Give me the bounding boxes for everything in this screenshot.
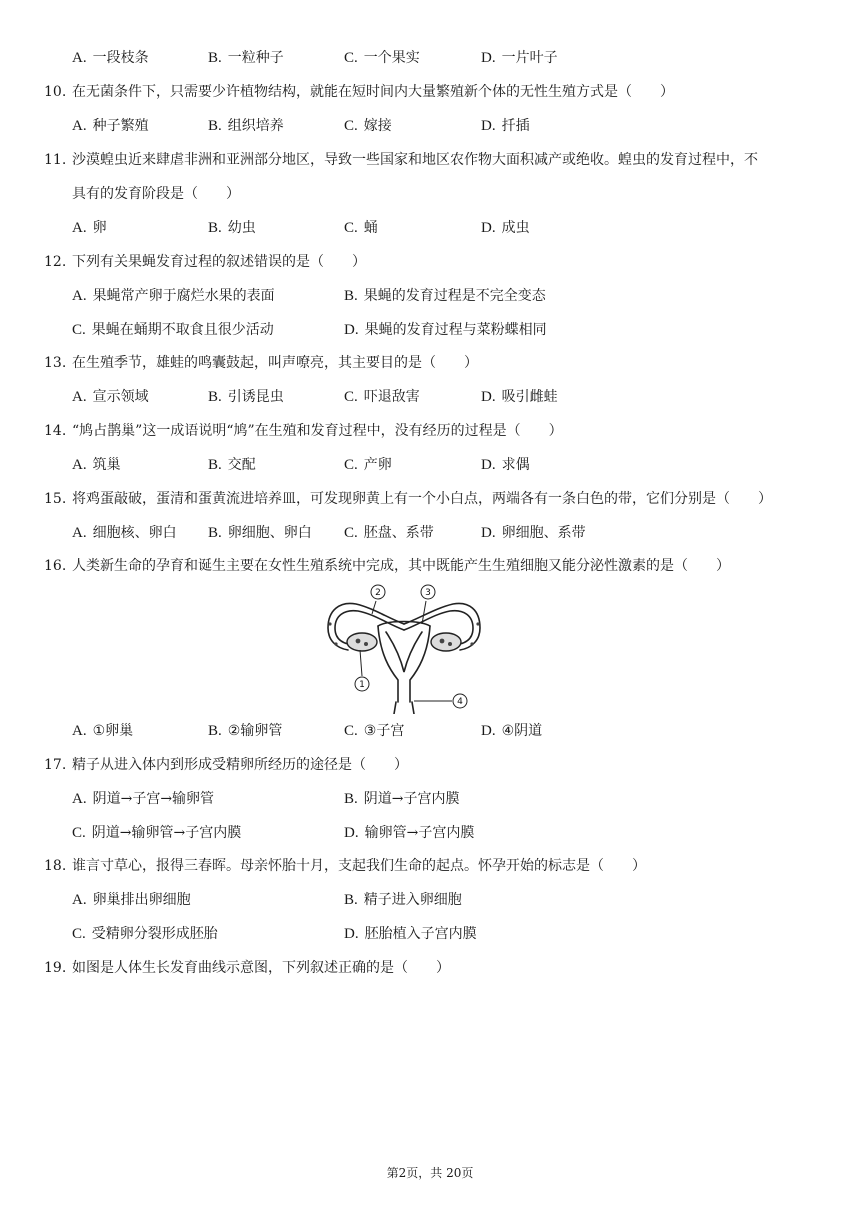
- q16-option-c: C. ③子宫: [344, 723, 405, 739]
- q16-option-b: B. ②输卵管: [208, 723, 283, 739]
- right-fimbria-dot: [470, 642, 473, 645]
- vagina-walls: [394, 702, 414, 714]
- q13-option-c: C. 吓退敌害: [344, 389, 420, 405]
- q9-option-b: B. 一粒种子: [208, 50, 284, 66]
- q10-option-c: C. 嫁接: [344, 118, 392, 134]
- left-fimbria-dot: [334, 642, 337, 645]
- q11-stem-line-2: 具有的发育阶段是（ ）: [72, 186, 240, 202]
- q15-option-b: B. 卵细胞、卵白: [208, 525, 312, 541]
- q17-option-b: B. 阴道→子宫内膜: [344, 791, 460, 807]
- right-follicle-1: [440, 639, 445, 644]
- label-2-leader: [372, 601, 376, 614]
- q16-stem: 人类新生命的孕育和诞生主要在女性生殖系统中完成，其中既能产生生殖细胞又能分泌性激素的是（ ）: [72, 558, 730, 574]
- q11-option-b: B. 幼虫: [208, 220, 256, 236]
- q17-stem: 精子从进入体内到形成受精卵所经历的途径是（ ）: [72, 757, 408, 773]
- q13-stem: 在生殖季节，雄蛙的鸣囊鼓起，叫声嘹亮，其主要目的是（ ）: [72, 355, 478, 371]
- q13-option-d: D. 吸引雌蛙: [481, 389, 558, 405]
- q11-stem-line-1: 沙漠蝗虫近来肆虐非洲和亚洲部分地区，导致一些国家和地区农作物大面积减产或绝收。蝗虫的发育过程中，不: [72, 152, 758, 168]
- left-ovary: [347, 633, 377, 651]
- q11-option-d: D. 成虫: [481, 220, 530, 236]
- q14-stem: “鸠占鹊巢”这一成语说明“鸠”在生殖和发育过程中，没有经历的过程是（ ）: [72, 423, 563, 439]
- q15-option-c: C. 胚盘、系带: [344, 525, 434, 541]
- q13-option-a: A. 宣示领域: [72, 389, 149, 405]
- q18-stem: 谁言寸草心，报得三春晖。母亲怀胎十月，支起我们生命的起点。怀孕开始的标志是（ ）: [72, 858, 646, 874]
- right-follicle-2: [448, 642, 452, 646]
- q9-option-d: D. 一片叶子: [481, 50, 558, 66]
- q9-option-a: A. 一段枝条: [72, 50, 149, 66]
- left-follicle-1: [356, 639, 361, 644]
- q17-option-a: A. 阴道→子宫→输卵管: [72, 791, 215, 807]
- uterus-right-wall: [410, 626, 430, 702]
- q12-option-b: B. 果蝇的发育过程是不完全变态: [344, 288, 546, 304]
- q14-option-a: A. 筑巢: [72, 457, 121, 473]
- label-1-leader: [360, 650, 362, 676]
- q10-number: 10.: [44, 84, 67, 100]
- label-1-text: 1: [359, 680, 365, 690]
- q14-option-b: B. 交配: [208, 457, 256, 473]
- q14-option-c: C. 产卵: [344, 457, 392, 473]
- q16-number: 16.: [44, 558, 67, 574]
- q11-option-c: C. 蛹: [344, 220, 378, 236]
- q12-number: 12.: [44, 254, 67, 270]
- q13-option-b: B. 引诱昆虫: [208, 389, 284, 405]
- female-reproductive-system-diagram: [318, 584, 490, 714]
- q18-option-c: C. 受精卵分裂形成胚胎: [72, 926, 218, 942]
- q19-number: 19.: [44, 960, 67, 976]
- q12-option-d: D. 果蝇的发育过程与菜粉蝶相同: [344, 322, 547, 338]
- q12-option-a: A. 果蝇常产卵于腐烂水果的表面: [72, 288, 275, 304]
- uterus-illustration: [318, 584, 490, 714]
- q14-number: 14.: [44, 423, 67, 439]
- q18-option-b: B. 精子进入卵细胞: [344, 892, 462, 908]
- q18-option-d: D. 胚胎植入子宫内膜: [344, 926, 477, 942]
- q9-option-c: C. 一个果实: [344, 50, 420, 66]
- right-ovary: [431, 633, 461, 651]
- uterine-cavity: [386, 632, 422, 672]
- q11-number: 11.: [44, 152, 67, 168]
- q17-option-d: D. 输卵管→子宫内膜: [344, 825, 475, 841]
- q17-option-c: C. 阴道→输卵管→子宫内膜: [72, 825, 242, 841]
- q10-option-d: D. 扦插: [481, 118, 530, 134]
- q15-stem: 将鸡蛋敲破，蛋清和蛋黄流进培养皿，可发现卵黄上有一个小白点，两端各有一条白色的带，它们分别是（ ）: [72, 491, 772, 507]
- q18-number: 18.: [44, 858, 67, 874]
- q14-option-d: D. 求偶: [481, 457, 530, 473]
- q19-stem: 如图是人体生长发育曲线示意图，下列叙述正确的是（ ）: [72, 960, 450, 976]
- q10-option-a: A. 种子繁殖: [72, 118, 149, 134]
- right-fimbria-dot: [476, 622, 479, 625]
- q12-option-c: C. 果蝇在蛹期不取食且很少活动: [72, 322, 274, 338]
- q13-number: 13.: [44, 355, 67, 371]
- q18-option-a: A. 卵巢排出卵细胞: [72, 892, 191, 908]
- q10-stem: 在无菌条件下，只需要少许植物结构，就能在短时间内大量繁殖新个体的无性生殖方式是（ ）: [72, 84, 674, 100]
- label-2-text: 2: [375, 588, 381, 598]
- left-fimbria-dot: [328, 622, 331, 625]
- label-3-text: 3: [425, 588, 431, 598]
- q16-option-a: A. ①卵巢: [72, 723, 134, 739]
- q11-option-a: A. 卵: [72, 220, 107, 236]
- q17-number: 17.: [44, 757, 67, 773]
- q16-option-d: D. ④阴道: [481, 723, 543, 739]
- q15-option-d: D. 卵细胞、系带: [481, 525, 586, 541]
- uterus-left-wall: [378, 626, 398, 702]
- q12-stem: 下列有关果蝇发育过程的叙述错误的是（ ）: [72, 254, 366, 270]
- q15-option-a: A. 细胞核、卵白: [72, 525, 177, 541]
- q15-number: 15.: [44, 491, 67, 507]
- label-4-text: 4: [457, 697, 463, 707]
- q10-option-b: B. 组织培养: [208, 118, 284, 134]
- left-follicle-2: [364, 642, 368, 646]
- page-number-footer: 第2页，共 20页: [386, 1166, 474, 1180]
